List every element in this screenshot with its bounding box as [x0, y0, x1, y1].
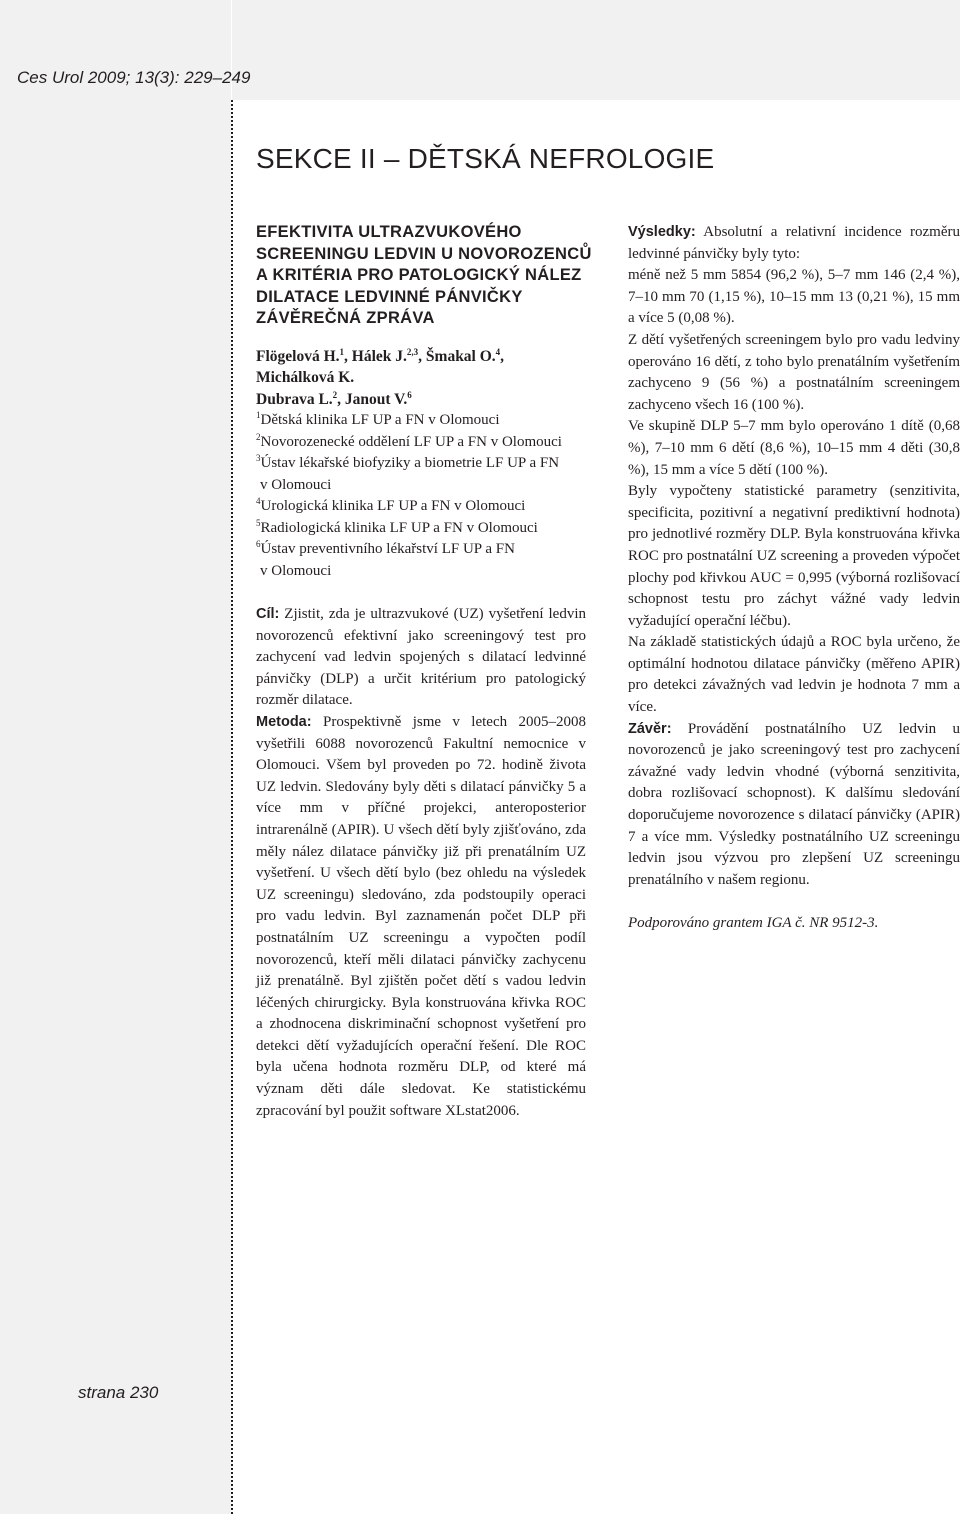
left-column — [256, 222, 592, 1122]
header-band — [232, 0, 960, 100]
author-affil-ref: 2 — [332, 389, 338, 400]
metoda-paragraph — [256, 712, 586, 1122]
title-line: EFEKTIVITA ULTRAZVUKOVÉHO — [256, 223, 522, 241]
vysledky-label: Výsledky: — [628, 224, 696, 240]
cil-text: Zjistit, zda je ultrazvukové (UZ) vyšetření ledvin novorozenců efektivní jako screeningový test pro zachycení vad ledvin spojených s dilatací ledvinné pánvičky (DLP) a určit kritérium pro patologický rozměr dilatace. — [256, 606, 586, 709]
author-name: Michálková K. — [256, 369, 355, 386]
vysledky-text: Absolutní a relativní incidence rozměru ledvinné pánvičky byly tyto: — [628, 224, 960, 262]
author-affil-ref: 2,3 — [406, 346, 419, 357]
affiliation: $^5$Radiologická klinika LF UP a FN v Olomouci — [256, 517, 538, 536]
affiliation: $^1$Dětská klinika LF UP a FN v Olomouci — [256, 410, 500, 428]
vysledky-line: Byly vypočteny statistické parametry (senzitivita, specificita, pozitivní a negativní prediktivní hodnota) pro jednotlivé rozměry DLP. Byla konstruována křivka ROC pro postnatální UZ screening a proveden výpočet plochy pod křivkou AUC = 0,995 (výborná rozlišovací schopnost testu pro záchyt vážné vady ledvin vyžadující operační léčbu). — [628, 483, 960, 629]
author-name: Janout V. — [344, 390, 408, 408]
title-line: DILATACE LEDVINNÉ PÁNVIČKY — [256, 287, 523, 306]
author-name: Dubrava L. — [256, 390, 333, 408]
vysledky-line: Ve skupině DLP 5–7 mm bylo operováno 1 dítě (0,68 %), 7–10 mm 6 dětí (8,6 %), 10–15 mm 4 děti (30,8 %), 15 mm a více 5 dětí (100 %). — [628, 418, 960, 478]
zaver-paragraph — [628, 719, 960, 892]
cil-paragraph — [256, 604, 586, 712]
abstract-right — [628, 222, 960, 935]
author-list: Flögelová H.$^1$, Hálek J.$^{2,3}$, Šmakal O.$^4$, Michálková K. Dubrava L.$^2$, Janout V.$^6$ — [256, 346, 505, 408]
right-column — [628, 222, 960, 935]
author-affil-ref: 1 — [339, 346, 345, 357]
affiliation: $^2$Novorozenecké oddělení LF UP a FN v Olomouci — [256, 431, 562, 450]
author-affil-ref: 6 — [407, 389, 412, 400]
affiliation: $^6$Ústav preventivního lékařství LF UP a FN v Olomouci — [256, 539, 515, 579]
affiliation: $^4$Urologická klinika LF UP a FN v Olomouci — [256, 496, 526, 514]
zaver-label: Závěr: — [628, 720, 672, 737]
vysledky-line: Na základě statistických údajů a ROC byla určeno, že optimální hodnotou dilatace pánvičky (měřeno APIR) pro detekci závažných vad ledvin je hodnota 7 mm a více. — [628, 634, 960, 716]
title-line: SCREENINGU LEDVIN U NOVOROZENCŮ — [256, 244, 592, 263]
vysledky-line: méně než 5 mm 5854 (96,2 %), 5–7 mm 146 (2,4 %), 7–10 mm 70 (1,15 %), 10–15 mm 13 (0,21 %), 15 mm a více 5 (0,08 %). — [628, 267, 960, 327]
zaver-text: Provádění postnatálního UZ ledvin u novorozenců je jako screeningový test pro zachycení závažné vady ledvin vhodné (výborná senzitivita, dobra rozlišovací schopnost). K dalšímu sledování doporučujeme novorozence s dilatací pánvičky (APIR) 7 a více mm. Výsledky postnatálního UZ screeningu ledvin jsou výzvou pro zlepšení UZ screeningu prenatálního v našem regionu. — [628, 720, 960, 888]
journal-reference: Ces Urol 2009; 13(3): 229–249 — [17, 68, 251, 87]
author-name: Hálek J. — [351, 347, 407, 365]
metoda-label: Metoda: — [256, 713, 312, 730]
title-line: ZÁVĚREČNÁ ZPRÁVA — [256, 309, 435, 327]
author-affil-ref: 4 — [495, 346, 501, 357]
affiliation: $^3$Ústav lékařské biofyziky a biometrie LF UP a FN v Olomouci — [256, 453, 560, 493]
author-name: Šmakal O. — [425, 347, 496, 365]
vysledky-line: Z dětí vyšetřených screeningem bylo pro vadu ledviny operováno 16 dětí, z toho bylo prenatálním vyšetřením zachyceno 9 (56 %) a postnatálním screeningem zachyceno všech 16 (100 %). — [628, 331, 960, 413]
affiliation-list — [256, 410, 586, 582]
author-name: Flögelová H. — [256, 347, 340, 365]
abstract-left — [256, 604, 586, 1122]
metoda-text: Prospektivně jsme v letech 2005–2008 vyšetřili 6088 novorozenců Fakultní nemocnice v Olomouci. Všem byl proveden po 72. hodině života UZ ledvin. Sledovány byly děti s dilatací pánvičky 5 a více mm v příčné projekci, anteroposterior intrarenálně (APIR). U všech dětí byly zjišťováno, zda měly nález dilatace pánvičky již při prenatálním UZ vyšetření. U všech dětí bylo (bez ohledu na výsledek UZ screeningu) sledováno, zda podstoupily operaci pro vadu ledvin. Byl zaznamenán počet DLP při postnatálním UZ screeningu a vypočten podíl novorozenců, kteří měli dilataci pánvičky zachycenu již prenatálně. Byl zjištěn počet dětí s vadou ledvin léčených chirurgicky. Byla konstruována křivka ROC a zhodnocena diskriminační schopnost vyšetření pro detekci dětí vyžadujících operační řešení. Dle ROC byla učena hodnota rozměru DLP, od které má význam děti dále sledovat. Ke statistickému zpracování byl použit software XLstat2006. — [256, 713, 586, 1119]
vysledky-paragraph — [628, 222, 960, 265]
article-title — [256, 222, 592, 330]
page-number: strana 230 — [78, 1383, 159, 1402]
left-margin-band — [0, 0, 231, 1514]
section-title: SEKCE II – DĚTSKÁ NEFROLOGIE — [256, 143, 715, 174]
title-line: A KRITÉRIA PRO PATOLOGICKÝ NÁLEZ — [256, 266, 582, 284]
grant-note: Podporováno grantem IGA č. NR 9512-3. — [628, 915, 879, 932]
dotted-divider — [231, 100, 233, 1514]
cil-label: Cíl: — [256, 606, 280, 622]
